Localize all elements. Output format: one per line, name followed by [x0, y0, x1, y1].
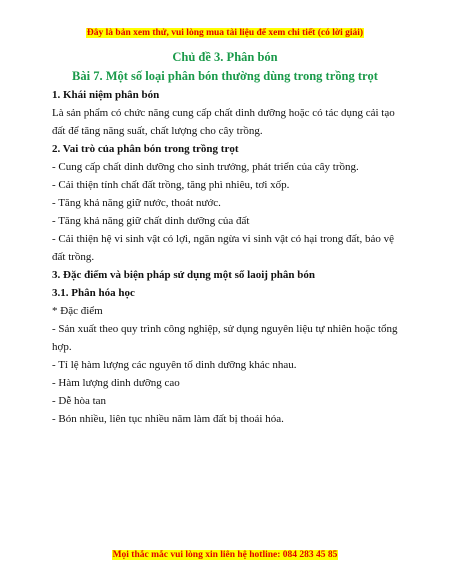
preview-notice-banner	[0, 22, 450, 40]
paragraph: - Cung cấp chất dinh dưỡng cho sinh trưởng, phát triển của cây trồng.	[52, 161, 359, 173]
section-heading: 2. Vai trò của phân bón trong trồng trọt	[52, 143, 239, 155]
paragraph: - Tăng khả năng giữ chất dinh dưỡng của đất	[52, 215, 250, 227]
section-heading: 1. Khái niệm phân bón	[52, 89, 160, 101]
paragraph: - Dễ hòa tan	[52, 395, 107, 407]
document-body	[52, 86, 400, 428]
hotline-footer-banner	[0, 544, 450, 562]
paragraph: - Cải thiện hệ vi sinh vật có lợi, ngăn ngừa vi sinh vật có hại trong đất, bảo vệ đất trồng.	[52, 233, 395, 263]
hotline-text: Mọi thắc mắc vui lòng xin liên hệ hotline: 084 283 45 85	[112, 550, 338, 560]
paragraph: - Tỉ lệ hàm lượng các nguyên tố dinh dưỡng khác nhau.	[52, 359, 297, 371]
paragraph: - Hàm lượng dinh dưỡng cao	[52, 377, 180, 389]
paragraph: - Bón nhiều, liên tục nhiều năm làm đất bị thoái hóa.	[52, 413, 284, 425]
topic-title: Chủ đề 3. Phân bón	[172, 50, 278, 64]
paragraph: Là sản phẩm có chức năng cung cấp chất dinh dưỡng hoặc có tác dụng cải tạo đất để tăng năng suất, chất lượng cho cây trồng.	[52, 107, 395, 137]
preview-notice-text: Đây là bản xem thử, vui lòng mua tài liệu để xem chi tiết (có lời giải)	[86, 28, 364, 38]
lesson-title: Bài 7. Một số loại phân bón thường dùng trong trồng trọt	[72, 69, 378, 83]
paragraph: - Tăng khả năng giữ nước, thoát nước.	[52, 197, 221, 209]
subsection-heading: 3.1. Phân hóa học	[52, 287, 135, 299]
paragraph: * Đặc điểm	[52, 305, 103, 317]
paragraph: - Sản xuất theo quy trình công nghiệp, sử dụng nguyên liệu tự nhiên hoặc tổng hợp.	[52, 323, 398, 353]
section-heading: 3. Đặc điểm và biện pháp sử dụng một số laoij phân bón	[52, 269, 316, 281]
paragraph: - Cải thiện tính chất đất trồng, tăng phì nhiêu, tơi xốp.	[52, 179, 290, 191]
